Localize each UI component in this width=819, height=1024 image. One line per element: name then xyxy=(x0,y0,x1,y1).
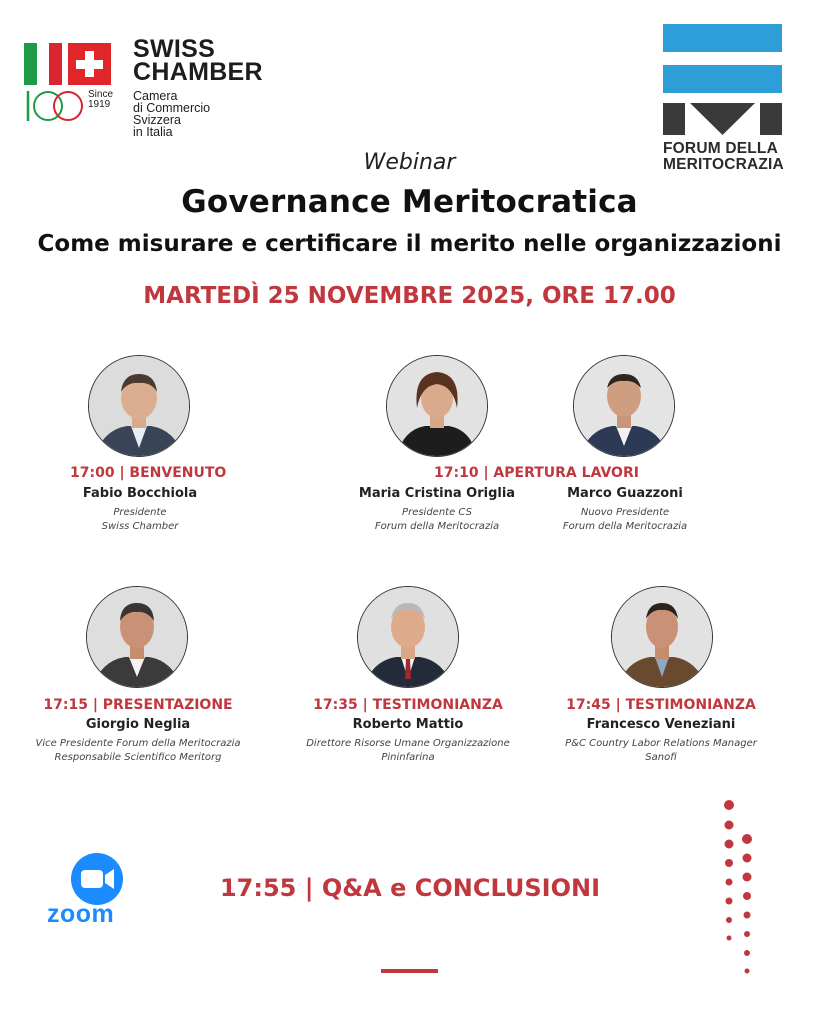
speaker-name: Fabio Bocchiola xyxy=(82,486,198,501)
person-portrait-icon xyxy=(87,587,187,687)
event-subtitle: Come misurare e certificare il merito nelle organizzazioni xyxy=(37,231,782,257)
forum-logo-mark-icon xyxy=(663,103,782,135)
avatar xyxy=(88,355,190,457)
speaker-role: Vice Presidente Forum della Meritocrazia Responsabile Scientifico Meritorg xyxy=(35,738,241,763)
agenda-slot: 17:15 | PRESENTAZIONE xyxy=(43,697,233,713)
swiss-chamber-name: SWISS CHAMBER xyxy=(133,35,263,86)
avatar xyxy=(357,586,459,688)
event-type: Webinar xyxy=(363,150,456,175)
event-title: Governance Meritocratica xyxy=(181,184,638,220)
forum-logo-bar-middle xyxy=(663,65,782,93)
person-portrait-icon xyxy=(89,356,189,456)
agenda-slot-opening: 17:10 | APERTURA LAVORI xyxy=(434,465,639,481)
speaker-name: Marco Guazzoni xyxy=(567,486,683,501)
closing-session: 17:55 | Q&A e CONCLUSIONI xyxy=(219,874,601,902)
speaker-name: Roberto Mattio xyxy=(352,717,464,732)
agenda-slot-welcome: 17:00 | BENVENUTO xyxy=(70,465,227,481)
speaker-role: Presidente Swiss Chamber xyxy=(101,507,179,532)
avatar xyxy=(386,355,488,457)
speaker-role: Presidente CS Forum della Meritocrazia xyxy=(374,507,500,532)
speaker-name: Maria Cristina Origlia xyxy=(358,486,516,501)
hundred-years-icon xyxy=(24,88,86,126)
person-portrait-icon xyxy=(574,356,674,456)
speaker-name: Francesco Veneziani xyxy=(586,717,736,732)
person-portrait-icon xyxy=(612,587,712,687)
speaker-role: Direttore Risorse Umane Organizzazione Pininfarina xyxy=(306,738,510,763)
speaker-name: Giorgio Neglia xyxy=(85,717,191,732)
swiss-flag-icon xyxy=(68,43,111,85)
italian-flag-icon xyxy=(24,43,62,85)
forum-logo-bar-top xyxy=(663,24,782,52)
agenda-slot: 17:45 | TESTIMONIANZA xyxy=(566,697,756,713)
agenda-slot: 17:35 | TESTIMONIANZA xyxy=(313,697,503,713)
event-date: MARTEDÌ 25 NOVEMBRE 2025, ORE 17.00 xyxy=(143,283,676,309)
since-label: Since 1919 xyxy=(88,89,114,110)
person-portrait-icon xyxy=(358,587,458,687)
swiss-chamber-subtitle: Camera di Commercio Svizzera in Italia xyxy=(133,89,211,139)
person-portrait-icon xyxy=(387,356,487,456)
zoom-wordmark: zoom xyxy=(47,900,115,928)
speaker-role: P&C Country Labor Relations Manager Sanofi xyxy=(565,738,757,763)
forum-logo-text: FORUM DELLA MERITOCRAZIA xyxy=(663,140,784,173)
avatar xyxy=(573,355,675,457)
avatar xyxy=(611,586,713,688)
footer-divider xyxy=(381,969,438,973)
decorative-dots xyxy=(715,795,765,980)
zoom-camera-icon xyxy=(70,852,124,906)
avatar xyxy=(86,586,188,688)
speaker-role: Nuovo Presidente Forum della Meritocrazia xyxy=(562,507,688,532)
swiss-chamber-logo xyxy=(0,0,300,140)
